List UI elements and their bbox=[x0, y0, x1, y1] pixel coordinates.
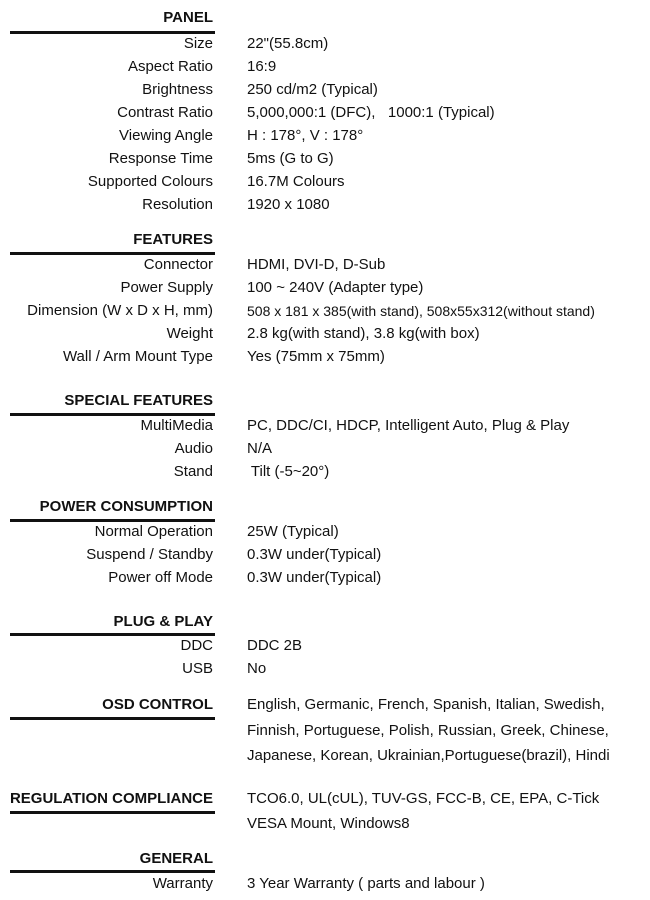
spec-value: Tilt (-5~20°) bbox=[247, 463, 330, 480]
spec-label: Dimension (W x D x H, mm) bbox=[27, 302, 213, 319]
spec-value: N/A bbox=[247, 440, 273, 457]
section-title-osd-control: OSD CONTROL bbox=[102, 696, 213, 713]
spec-value: 16.7M Colours bbox=[247, 173, 345, 190]
section-divider bbox=[10, 870, 215, 873]
spec-label: MultiMedia bbox=[140, 417, 213, 434]
section-divider bbox=[10, 717, 215, 720]
section-title-power-consumption: POWER CONSUMPTION bbox=[39, 498, 213, 515]
spec-label: Normal Operation bbox=[94, 523, 213, 540]
spec-label: Suspend / Standby bbox=[86, 546, 213, 563]
spec-value: 16:9 bbox=[247, 58, 277, 75]
section-title-special-features: SPECIAL FEATURES bbox=[64, 392, 213, 409]
spec-label: Power Supply bbox=[120, 279, 213, 296]
section-divider bbox=[10, 633, 215, 636]
spec-label: Response Time bbox=[108, 150, 213, 167]
section-divider bbox=[10, 519, 215, 522]
spec-value: Yes (75mm x 75mm) bbox=[247, 348, 385, 365]
spec-value: No bbox=[247, 660, 267, 677]
spec-label: USB bbox=[182, 660, 213, 677]
spec-value: 1920 x 1080 bbox=[247, 196, 330, 213]
spec-label: Wall / Arm Mount Type bbox=[62, 348, 213, 365]
section-title-plug-and-play: PLUG & PLAY bbox=[113, 613, 213, 630]
spec-value: 508 x 181 x 385(with stand), 508x55x312(without stand) bbox=[247, 303, 595, 319]
spec-value: PC, DDC/CI, HDCP, Intelligent Auto, Plug & Play bbox=[247, 417, 570, 434]
spec-label: Warranty bbox=[152, 875, 213, 892]
spec-value-line: TCO6.0, UL(cUL), TUV-GS, FCC-B, CE, EPA, C-Tick bbox=[247, 790, 600, 807]
spec-value: H : 178°, V : 178° bbox=[247, 127, 364, 144]
spec-label: Audio bbox=[174, 440, 213, 457]
section-title-panel: PANEL bbox=[163, 9, 213, 26]
spec-label: Aspect Ratio bbox=[127, 58, 213, 75]
spec-value: 100 ~ 240V (Adapter type) bbox=[247, 279, 424, 296]
spec-value: HDMI, DVI-D, D-Sub bbox=[247, 256, 386, 273]
spec-label: Stand bbox=[173, 463, 213, 480]
spec-label: DDC bbox=[180, 637, 213, 654]
spec-value-line: Finnish, Portuguese, Polish, Russian, Greek, Chinese, bbox=[247, 722, 609, 739]
spec-label: Brightness bbox=[142, 81, 213, 98]
section-divider bbox=[10, 252, 215, 255]
spec-value: DDC 2B bbox=[247, 637, 303, 654]
spec-value-line: VESA Mount, Windows8 bbox=[247, 815, 410, 832]
spec-value: 0.3W under(Typical) bbox=[247, 569, 382, 586]
spec-label: Contrast Ratio bbox=[117, 104, 213, 121]
section-title-regulation-compliance: REGULATION COMPLIANCE bbox=[9, 790, 213, 807]
spec-value: 5ms (G to G) bbox=[247, 150, 334, 167]
spec-label: Resolution bbox=[142, 196, 213, 213]
spec-value-line: Japanese, Korean, Ukrainian,Portuguese(brazil), Hindi bbox=[247, 747, 610, 764]
spec-value: 5,000,000:1 (DFC), 1000:1 (Typical) bbox=[247, 104, 495, 121]
spec-value: 22"(55.8cm) bbox=[247, 35, 329, 52]
section-divider bbox=[10, 31, 215, 34]
section-divider bbox=[10, 811, 215, 814]
spec-value: 25W (Typical) bbox=[247, 523, 339, 540]
section-title-general: GENERAL bbox=[139, 850, 213, 867]
spec-value-line: English, Germanic, French, Spanish, Italian, Swedish, bbox=[247, 696, 605, 713]
spec-value: 3 Year Warranty ( parts and labour ) bbox=[247, 875, 485, 892]
spec-label: Power off Mode bbox=[108, 569, 213, 586]
section-divider bbox=[10, 413, 215, 416]
spec-label: Connector bbox=[143, 256, 213, 273]
spec-label: Size bbox=[183, 35, 213, 52]
spec-value: 0.3W under(Typical) bbox=[247, 546, 382, 563]
spec-label: Weight bbox=[166, 325, 213, 342]
spec-label: Supported Colours bbox=[87, 173, 213, 190]
spec-value: 250 cd/m2 (Typical) bbox=[247, 81, 378, 98]
section-title-features: FEATURES bbox=[133, 231, 213, 248]
spec-label: Viewing Angle bbox=[119, 127, 213, 144]
spec-value: 2.8 kg(with stand), 3.8 kg(with box) bbox=[247, 325, 480, 342]
